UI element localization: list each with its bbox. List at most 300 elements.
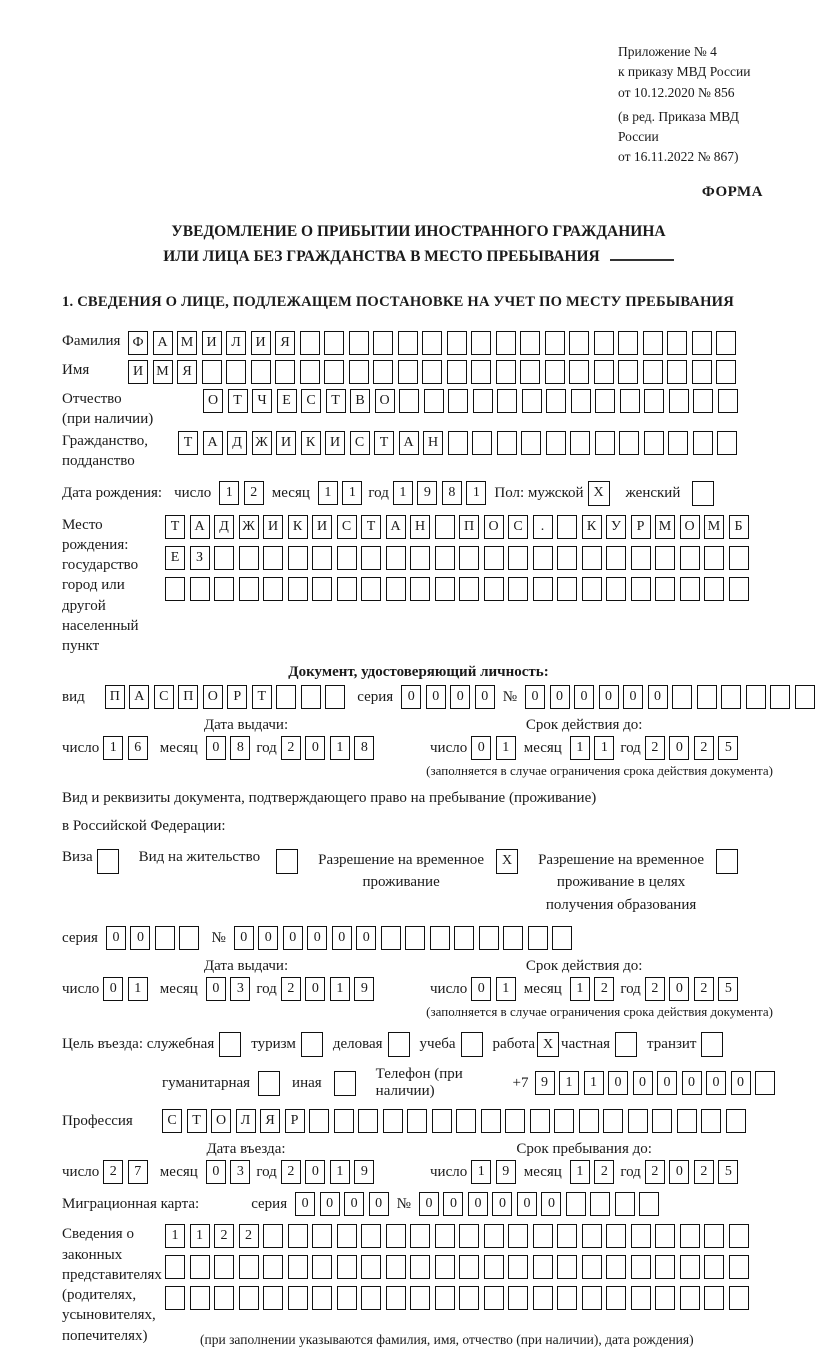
char-box[interactable]: 2 — [694, 1160, 714, 1184]
char-box[interactable]: 2 — [694, 977, 714, 1001]
char-box[interactable] — [533, 1224, 553, 1248]
char-box[interactable]: Ч — [252, 389, 272, 413]
birth-place-input-row1[interactable] — [165, 515, 749, 539]
char-box[interactable]: И — [276, 431, 296, 455]
temp-residence-checkbox[interactable] — [496, 849, 518, 874]
char-box[interactable] — [729, 577, 749, 601]
char-box[interactable] — [579, 1109, 599, 1133]
char-box[interactable]: Б — [729, 515, 749, 539]
char-box[interactable]: Я — [260, 1109, 280, 1133]
char-box[interactable]: Р — [631, 515, 651, 539]
char-box[interactable] — [496, 331, 516, 355]
char-box[interactable]: 7 — [128, 1160, 148, 1184]
char-box[interactable] — [472, 431, 492, 455]
char-box[interactable] — [263, 1224, 283, 1248]
char-box[interactable] — [520, 331, 540, 355]
char-box[interactable] — [214, 577, 234, 601]
char-box[interactable]: 9 — [417, 481, 437, 505]
char-box[interactable] — [276, 849, 298, 874]
char-box[interactable]: С — [508, 515, 528, 539]
char-box[interactable] — [461, 1032, 483, 1057]
char-box[interactable] — [471, 331, 491, 355]
purpose-official-checkbox[interactable] — [219, 1032, 241, 1057]
char-box[interactable]: 2 — [694, 736, 714, 760]
char-box[interactable] — [97, 849, 119, 874]
char-box[interactable]: П — [105, 685, 125, 709]
char-box[interactable] — [619, 431, 639, 455]
name-input[interactable] — [128, 360, 736, 384]
char-box[interactable] — [693, 389, 713, 413]
char-box[interactable]: 0 — [130, 926, 150, 950]
char-box[interactable] — [381, 926, 401, 950]
char-box[interactable]: 2 — [214, 1224, 234, 1248]
char-box[interactable] — [312, 1255, 332, 1279]
char-box[interactable] — [337, 1255, 357, 1279]
char-box[interactable]: О — [680, 515, 700, 539]
char-box[interactable] — [692, 331, 712, 355]
char-box[interactable] — [729, 1255, 749, 1279]
char-box[interactable] — [680, 1286, 700, 1310]
char-box[interactable] — [770, 685, 790, 709]
char-box[interactable]: 0 — [356, 926, 376, 950]
char-box[interactable]: С — [162, 1109, 182, 1133]
char-box[interactable] — [606, 546, 626, 570]
birth-place-input-row2[interactable] — [165, 546, 749, 570]
char-box[interactable] — [726, 1109, 746, 1133]
char-box[interactable] — [219, 1032, 241, 1057]
char-box[interactable] — [755, 1071, 775, 1095]
permit-series-input[interactable] — [106, 926, 200, 950]
char-box[interactable] — [570, 431, 590, 455]
doc-series-input[interactable] — [401, 685, 495, 709]
char-box[interactable]: 0 — [541, 1192, 561, 1216]
char-box[interactable] — [386, 1255, 406, 1279]
char-box[interactable]: 1 — [318, 481, 338, 505]
sex-male-checkbox[interactable] — [588, 481, 610, 506]
stay-month-input[interactable] — [570, 1160, 615, 1184]
char-box[interactable] — [312, 577, 332, 601]
char-box[interactable] — [643, 360, 663, 384]
char-box[interactable] — [361, 1224, 381, 1248]
char-box[interactable]: 0 — [106, 926, 126, 950]
char-box[interactable]: 0 — [574, 685, 594, 709]
char-box[interactable]: 3 — [230, 1160, 250, 1184]
citizenship-input[interactable] — [178, 431, 737, 455]
char-box[interactable]: 8 — [442, 481, 462, 505]
char-box[interactable]: 1 — [584, 1071, 604, 1095]
char-box[interactable]: 0 — [525, 685, 545, 709]
char-box[interactable] — [590, 1192, 610, 1216]
char-box[interactable] — [422, 360, 442, 384]
char-box[interactable]: 0 — [633, 1071, 653, 1095]
char-box[interactable] — [410, 577, 430, 601]
char-box[interactable]: 0 — [305, 736, 325, 760]
permit-number-input[interactable] — [234, 926, 573, 950]
char-box[interactable]: Т — [361, 515, 381, 539]
char-box[interactable] — [484, 577, 504, 601]
char-box[interactable]: 2 — [244, 481, 264, 505]
char-box[interactable] — [349, 331, 369, 355]
permit-issue-day[interactable] — [103, 977, 148, 1001]
temp-residence-edu-checkbox[interactable] — [716, 849, 738, 874]
char-box[interactable]: П — [178, 685, 198, 709]
passport-issue-day[interactable] — [103, 736, 148, 760]
entry-month-input[interactable] — [206, 1160, 251, 1184]
char-box[interactable] — [569, 331, 589, 355]
char-box[interactable] — [165, 1255, 185, 1279]
char-box[interactable]: А — [153, 331, 173, 355]
char-box[interactable] — [618, 360, 638, 384]
char-box[interactable]: Т — [178, 431, 198, 455]
char-box[interactable] — [386, 1224, 406, 1248]
char-box[interactable] — [312, 546, 332, 570]
char-box[interactable]: Л — [236, 1109, 256, 1133]
char-box[interactable] — [386, 546, 406, 570]
char-box[interactable]: 8 — [354, 736, 374, 760]
birth-place-input-row3[interactable] — [165, 577, 749, 601]
char-box[interactable]: 0 — [492, 1192, 512, 1216]
char-box[interactable] — [239, 1286, 259, 1310]
char-box[interactable] — [704, 577, 724, 601]
char-box[interactable]: 2 — [594, 977, 614, 1001]
char-box[interactable]: 0 — [608, 1071, 628, 1095]
char-box[interactable] — [595, 389, 615, 413]
char-box[interactable] — [435, 577, 455, 601]
char-box[interactable]: А — [386, 515, 406, 539]
birth-day-input[interactable] — [219, 481, 264, 505]
permit-valid-year[interactable] — [645, 977, 739, 1001]
char-box[interactable]: 0 — [669, 977, 689, 1001]
char-box[interactable]: С — [301, 389, 321, 413]
char-box[interactable] — [505, 1109, 525, 1133]
passport-valid-year[interactable] — [645, 736, 739, 760]
char-box[interactable]: Т — [374, 431, 394, 455]
purpose-private-checkbox[interactable] — [615, 1032, 637, 1057]
char-box[interactable]: У — [606, 515, 626, 539]
char-box[interactable] — [447, 360, 467, 384]
char-box[interactable]: 0 — [648, 685, 668, 709]
char-box[interactable] — [628, 1109, 648, 1133]
char-box[interactable]: 9 — [354, 977, 374, 1001]
entry-day-input[interactable] — [103, 1160, 148, 1184]
char-box[interactable] — [508, 546, 528, 570]
char-box[interactable] — [361, 1286, 381, 1310]
char-box[interactable]: 0 — [206, 736, 226, 760]
char-box[interactable] — [680, 546, 700, 570]
char-box[interactable] — [795, 685, 815, 709]
char-box[interactable]: М — [153, 360, 173, 384]
char-box[interactable] — [582, 1286, 602, 1310]
representatives-input-row2[interactable] — [165, 1255, 749, 1279]
char-box[interactable]: Е — [165, 546, 185, 570]
char-box[interactable]: 9 — [354, 1160, 374, 1184]
char-box[interactable] — [410, 1255, 430, 1279]
char-box[interactable] — [288, 1255, 308, 1279]
char-box[interactable] — [334, 1109, 354, 1133]
char-box[interactable] — [631, 546, 651, 570]
char-box[interactable]: И — [251, 331, 271, 355]
char-box[interactable] — [361, 577, 381, 601]
char-box[interactable] — [383, 1109, 403, 1133]
char-box[interactable] — [533, 546, 553, 570]
char-box[interactable]: Т — [228, 389, 248, 413]
migration-series-input[interactable] — [295, 1192, 389, 1216]
char-box[interactable] — [155, 926, 175, 950]
char-box[interactable]: 1 — [496, 736, 516, 760]
char-box[interactable] — [325, 685, 345, 709]
char-box[interactable] — [557, 1286, 577, 1310]
char-box[interactable] — [435, 515, 455, 539]
char-box[interactable] — [447, 331, 467, 355]
char-box[interactable] — [373, 360, 393, 384]
char-box[interactable]: И — [312, 515, 332, 539]
char-box[interactable] — [239, 546, 259, 570]
stay-day-input[interactable] — [471, 1160, 516, 1184]
char-box[interactable] — [508, 1286, 528, 1310]
char-box[interactable]: 0 — [450, 685, 470, 709]
char-box[interactable]: 0 — [206, 977, 226, 1001]
char-box[interactable]: 0 — [657, 1071, 677, 1095]
char-box[interactable]: А — [203, 431, 223, 455]
char-box[interactable] — [557, 1224, 577, 1248]
char-box[interactable]: Д — [214, 515, 234, 539]
char-box[interactable] — [606, 1255, 626, 1279]
char-box[interactable]: Я — [177, 360, 197, 384]
char-box[interactable]: Е — [277, 389, 297, 413]
char-box[interactable] — [430, 926, 450, 950]
char-box[interactable] — [405, 926, 425, 950]
char-box[interactable]: 1 — [342, 481, 362, 505]
char-box[interactable] — [361, 546, 381, 570]
char-box[interactable]: 2 — [239, 1224, 259, 1248]
char-box[interactable] — [349, 360, 369, 384]
char-box[interactable] — [672, 685, 692, 709]
char-box[interactable]: 0 — [471, 736, 491, 760]
char-box[interactable]: М — [655, 515, 675, 539]
char-box[interactable] — [557, 577, 577, 601]
char-box[interactable]: О — [203, 685, 223, 709]
char-box[interactable] — [334, 1071, 356, 1096]
entry-year-input[interactable] — [281, 1160, 375, 1184]
char-box[interactable]: . — [533, 515, 553, 539]
char-box[interactable] — [456, 1109, 476, 1133]
char-box[interactable]: 1 — [330, 736, 350, 760]
char-box[interactable] — [557, 515, 577, 539]
char-box[interactable] — [263, 546, 283, 570]
char-box[interactable] — [190, 1255, 210, 1279]
char-box[interactable] — [410, 546, 430, 570]
permit-issue-year[interactable] — [281, 977, 375, 1001]
char-box[interactable] — [522, 389, 542, 413]
char-box[interactable]: Т — [187, 1109, 207, 1133]
char-box[interactable] — [473, 389, 493, 413]
char-box[interactable] — [652, 1109, 672, 1133]
char-box[interactable] — [301, 685, 321, 709]
birth-month-input[interactable] — [318, 481, 363, 505]
char-box[interactable] — [582, 1255, 602, 1279]
char-box[interactable] — [655, 577, 675, 601]
residence-permit-checkbox[interactable] — [276, 849, 298, 874]
phone-input[interactable] — [535, 1071, 776, 1095]
char-box[interactable]: Ж — [239, 515, 259, 539]
char-box[interactable] — [276, 685, 296, 709]
char-box[interactable]: 1 — [165, 1224, 185, 1248]
char-box[interactable]: Ж — [252, 431, 272, 455]
char-box[interactable]: И — [128, 360, 148, 384]
char-box[interactable]: 0 — [682, 1071, 702, 1095]
char-box[interactable]: Л — [226, 331, 246, 355]
char-box[interactable] — [606, 1224, 626, 1248]
char-box[interactable] — [459, 1286, 479, 1310]
char-box[interactable]: 9 — [496, 1160, 516, 1184]
char-box[interactable]: П — [459, 515, 479, 539]
char-box[interactable] — [459, 546, 479, 570]
char-box[interactable]: 5 — [718, 736, 738, 760]
char-box[interactable]: 0 — [623, 685, 643, 709]
permit-valid-month[interactable] — [570, 977, 615, 1001]
char-box[interactable]: 0 — [426, 685, 446, 709]
char-box[interactable] — [557, 1255, 577, 1279]
char-box[interactable]: С — [337, 515, 357, 539]
char-box[interactable]: 0 — [369, 1192, 389, 1216]
char-box[interactable]: А — [399, 431, 419, 455]
visa-checkbox[interactable] — [97, 849, 119, 874]
char-box[interactable]: Т — [326, 389, 346, 413]
char-box[interactable]: 1 — [570, 1160, 590, 1184]
char-box[interactable] — [655, 1224, 675, 1248]
char-box[interactable] — [704, 1224, 724, 1248]
char-box[interactable] — [704, 1255, 724, 1279]
char-box[interactable] — [497, 389, 517, 413]
char-box[interactable] — [701, 1109, 721, 1133]
char-box[interactable] — [288, 546, 308, 570]
char-box[interactable] — [386, 1286, 406, 1310]
char-box[interactable] — [214, 546, 234, 570]
char-box[interactable] — [179, 926, 199, 950]
char-box[interactable] — [165, 577, 185, 601]
char-box[interactable]: 8 — [230, 736, 250, 760]
char-box[interactable] — [603, 1109, 623, 1133]
char-box[interactable] — [484, 546, 504, 570]
char-box[interactable]: Р — [285, 1109, 305, 1133]
char-box[interactable]: О — [203, 389, 223, 413]
char-box[interactable] — [669, 389, 689, 413]
char-box[interactable]: 5 — [718, 1160, 738, 1184]
char-box[interactable] — [190, 577, 210, 601]
char-box[interactable]: 0 — [283, 926, 303, 950]
char-box[interactable]: 0 — [669, 1160, 689, 1184]
char-box[interactable] — [721, 685, 741, 709]
char-box[interactable]: 5 — [718, 977, 738, 1001]
purpose-work-checkbox[interactable] — [537, 1032, 559, 1057]
char-box[interactable] — [484, 1224, 504, 1248]
char-box[interactable]: К — [288, 515, 308, 539]
char-box[interactable] — [716, 849, 738, 874]
char-box[interactable] — [521, 431, 541, 455]
char-box[interactable] — [631, 1224, 651, 1248]
char-box[interactable] — [399, 389, 419, 413]
char-box[interactable] — [582, 577, 602, 601]
passport-issue-year[interactable] — [281, 736, 375, 760]
char-box[interactable]: С — [154, 685, 174, 709]
char-box[interactable]: С — [350, 431, 370, 455]
char-box[interactable] — [606, 577, 626, 601]
char-box[interactable]: 1 — [496, 977, 516, 1001]
char-box[interactable]: 0 — [307, 926, 327, 950]
char-box[interactable]: 1 — [330, 1160, 350, 1184]
char-box[interactable] — [571, 389, 591, 413]
char-box[interactable]: 6 — [128, 736, 148, 760]
char-box[interactable]: 1 — [219, 481, 239, 505]
char-box[interactable]: 0 — [305, 977, 325, 1001]
char-box[interactable]: 0 — [305, 1160, 325, 1184]
char-box[interactable]: 1 — [190, 1224, 210, 1248]
char-box[interactable]: Р — [227, 685, 247, 709]
char-box[interactable] — [263, 1286, 283, 1310]
char-box[interactable]: 0 — [234, 926, 254, 950]
char-box[interactable] — [716, 331, 736, 355]
char-box[interactable] — [667, 331, 687, 355]
char-box[interactable]: 0 — [731, 1071, 751, 1095]
char-box[interactable] — [358, 1109, 378, 1133]
char-box[interactable]: 1 — [330, 977, 350, 1001]
char-box[interactable]: И — [263, 515, 283, 539]
char-box[interactable]: 0 — [599, 685, 619, 709]
char-box[interactable] — [533, 577, 553, 601]
char-box[interactable] — [288, 577, 308, 601]
char-box[interactable] — [312, 1286, 332, 1310]
char-box[interactable]: 2 — [281, 736, 301, 760]
char-box[interactable] — [545, 360, 565, 384]
char-box[interactable]: 1 — [466, 481, 486, 505]
char-box[interactable] — [704, 1286, 724, 1310]
char-box[interactable]: X — [588, 481, 610, 506]
char-box[interactable] — [667, 360, 687, 384]
passport-valid-month[interactable] — [570, 736, 615, 760]
char-box[interactable] — [361, 1255, 381, 1279]
char-box[interactable]: 0 — [401, 685, 421, 709]
char-box[interactable] — [288, 1286, 308, 1310]
char-box[interactable]: 2 — [645, 977, 665, 1001]
char-box[interactable]: 2 — [594, 1160, 614, 1184]
doc-type-input[interactable] — [105, 685, 346, 709]
char-box[interactable] — [620, 389, 640, 413]
char-box[interactable] — [533, 1286, 553, 1310]
char-box[interactable]: О — [211, 1109, 231, 1133]
char-box[interactable] — [300, 360, 320, 384]
char-box[interactable] — [258, 1071, 280, 1096]
char-box[interactable] — [251, 360, 271, 384]
char-box[interactable] — [606, 1286, 626, 1310]
char-box[interactable] — [533, 1255, 553, 1279]
representatives-input-row3[interactable] — [165, 1286, 749, 1310]
char-box[interactable] — [618, 331, 638, 355]
char-box[interactable]: 2 — [281, 1160, 301, 1184]
char-box[interactable] — [263, 577, 283, 601]
char-box[interactable]: 1 — [594, 736, 614, 760]
char-box[interactable]: 0 — [419, 1192, 439, 1216]
char-box[interactable] — [644, 431, 664, 455]
char-box[interactable]: 2 — [103, 1160, 123, 1184]
char-box[interactable] — [680, 577, 700, 601]
char-box[interactable] — [546, 431, 566, 455]
char-box[interactable] — [373, 331, 393, 355]
char-box[interactable]: 0 — [332, 926, 352, 950]
char-box[interactable]: Т — [165, 515, 185, 539]
char-box[interactable]: М — [704, 515, 724, 539]
char-box[interactable] — [239, 1255, 259, 1279]
char-box[interactable] — [497, 431, 517, 455]
